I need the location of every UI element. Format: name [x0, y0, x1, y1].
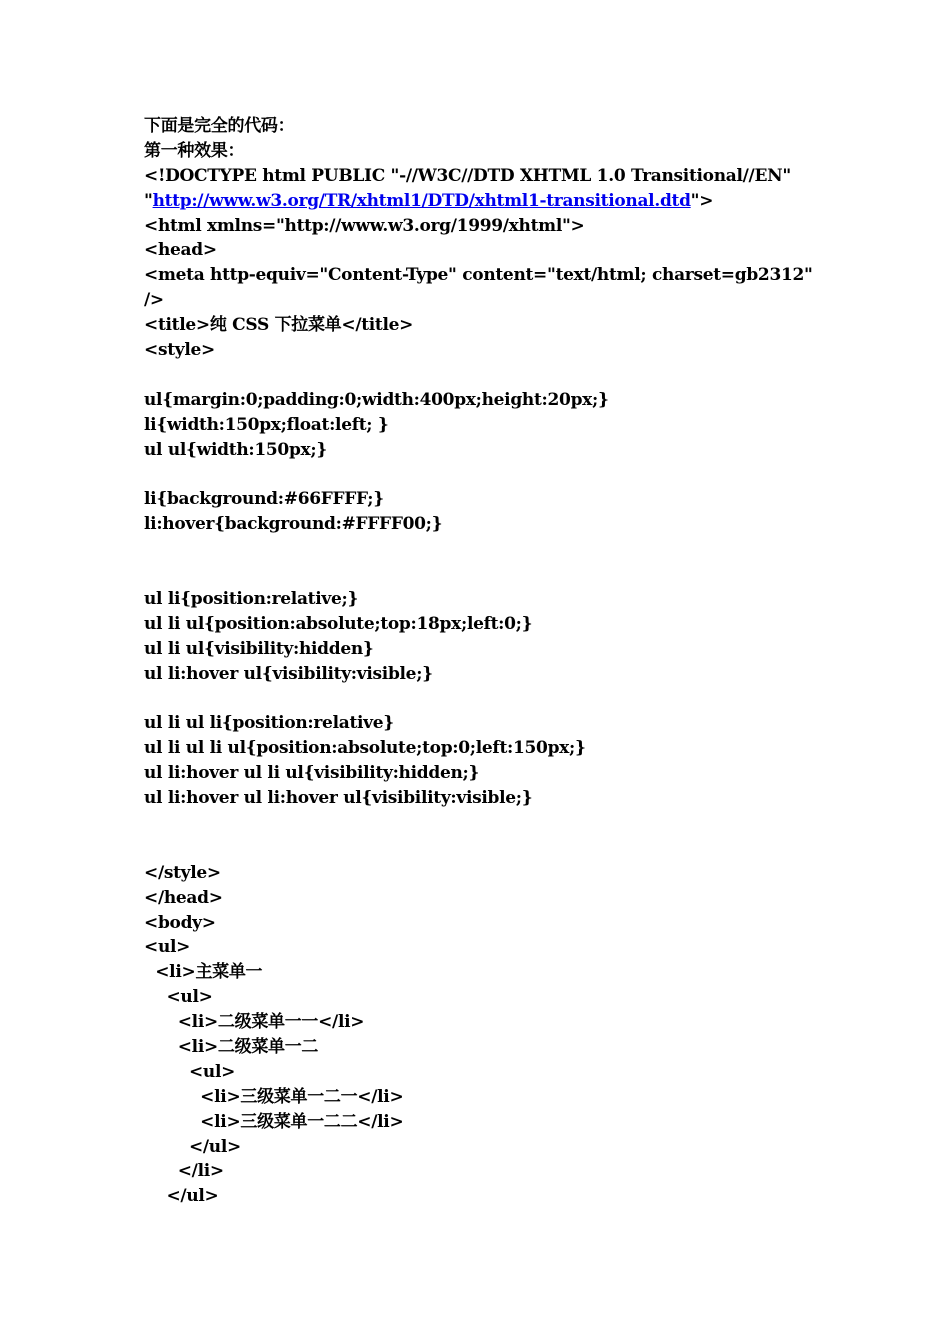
code-css-line: ul ul{width:150px;}	[144, 439, 327, 460]
blank-line	[144, 537, 844, 562]
code-menu-line: <li>二级菜单一二	[144, 1036, 319, 1057]
code-doctype: <!DOCTYPE html PUBLIC "-//W3C//DTD XHTML 1.0 Transitional//EN"	[144, 165, 791, 186]
code-css-line: ul{margin:0;padding:0;width:400px;height:20px;}	[144, 389, 609, 410]
code-menu-line: <li>主菜单一	[144, 962, 263, 983]
code-meta: <meta http-equiv="Content-Type" content="text/html; charset=gb2312"	[144, 265, 813, 286]
code-css-line: ul li:hover ul{visibility:visible;}	[144, 663, 433, 684]
dtd-open-quote: "	[144, 190, 153, 211]
code-ul-open: <ul>	[144, 937, 191, 958]
document-body	[144, 114, 844, 1209]
code-css-line: ul li{position:relative;}	[144, 588, 359, 609]
blank-line	[144, 811, 844, 836]
dtd-close: ">	[690, 190, 714, 211]
code-menu-line: <ul>	[144, 1061, 236, 1082]
code-css-line: ul li:hover ul li:hover ul{visibility:visible;}	[144, 788, 533, 809]
code-css-line: li{background:#66FFFF;}	[144, 489, 384, 510]
code-css-line: ul li ul{visibility:hidden}	[144, 638, 374, 659]
code-style-open: <style>	[144, 340, 215, 361]
blank-line	[144, 363, 844, 388]
code-css-line: li{width:150px;float:left; }	[144, 414, 389, 435]
blank-line	[144, 462, 844, 487]
code-dtd-line	[144, 189, 844, 214]
code-menu-line: </ul>	[144, 1136, 241, 1157]
code-css-line: ul li ul li ul{position:absolute;top:0;left:150px;}	[144, 738, 586, 759]
code-menu-line: </ul>	[144, 1186, 219, 1207]
code-head-open: <head>	[144, 240, 217, 261]
code-menu-line: </li>	[144, 1161, 224, 1182]
code-menu-line: <li>二级菜单一一</li>	[144, 1012, 365, 1033]
code-style-close: </style>	[144, 862, 221, 883]
subheading: 第一种效果：	[144, 140, 245, 161]
code-title: <title>纯 CSS 下拉菜单</title>	[144, 315, 414, 336]
blank-line	[144, 686, 844, 711]
code-menu-line: <ul>	[144, 987, 213, 1008]
dtd-link[interactable]: http://www.w3.org/TR/xhtml1/DTD/xhtml1-transitional.dtd	[152, 190, 691, 211]
blank-line	[144, 836, 844, 861]
code-menu-line: <li>三级菜单一二一</li>	[144, 1086, 404, 1107]
blank-line	[144, 562, 844, 587]
code-css-line: ul li ul{position:absolute;top:18px;left:0;}	[144, 613, 533, 634]
code-meta-close: />	[144, 290, 164, 311]
code-css-line: ul li ul li{position:relative}	[144, 713, 394, 734]
heading: 下面是完全的代码：	[144, 116, 295, 136]
code-css-line: li:hover{background:#FFFF00;}	[144, 514, 443, 535]
code-css-line: ul li:hover ul li ul{visibility:hidden;}	[144, 763, 480, 784]
code-html-open: <html xmlns="http://www.w3.org/1999/xhtml">	[144, 215, 585, 236]
code-body-open: <body>	[144, 912, 216, 933]
code-head-close: </head>	[144, 887, 223, 908]
code-menu-line: <li>三级菜单一二二</li>	[144, 1111, 404, 1132]
